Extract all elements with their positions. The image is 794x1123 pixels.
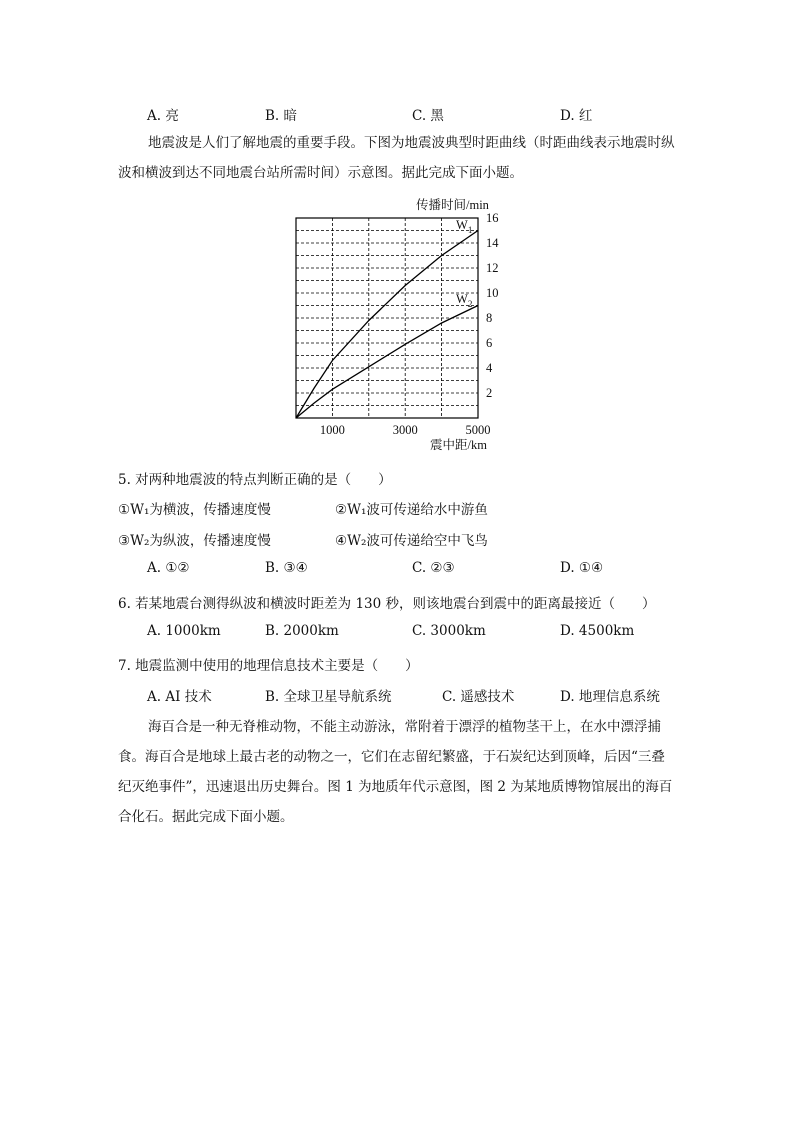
q5-option-c: C. ②③	[412, 560, 455, 576]
q7-stem: 7. 地震监测中使用的地理信息技术主要是（ ）	[118, 658, 419, 674]
x-tick-label: 1000	[319, 423, 345, 437]
y-tick-label: 6	[486, 336, 493, 350]
intro-paragraph-crinoid: 海百合是一种无脊椎动物，不能主动游泳，常附着于漂浮的植物茎干上，在水中漂浮捕食。海百合是地球上最古老的动物之一，它们在志留纪繁盛，于石炭纪达到顶峰，后因“三叠纪灭绝事件”，迅速退出历史舞台。图 1 为地质年代示意图，图 2 为某地质博物馆展出的海百合化石。据此完成下面小题。	[118, 719, 673, 825]
q6-option-b: B. 2000km	[265, 623, 339, 639]
y-tick-label: 14	[486, 236, 499, 250]
x-tick-label: 3000	[392, 423, 418, 437]
q5-stem: 5. 对两种地震波的特点判断正确的是（ ）	[118, 472, 392, 488]
x-tick-labels	[320, 423, 491, 437]
y-tick-label: 12	[486, 261, 499, 275]
series-label-w2: $W_2$	[456, 291, 473, 309]
q4-option-b: B. 暗	[265, 108, 298, 124]
q4-option-a: A. 亮	[147, 108, 179, 124]
q7-option-a: A. AI 技术	[147, 689, 212, 705]
y-tick-label: 4	[486, 361, 493, 375]
y-tick-label: 16	[486, 211, 499, 225]
q5-statement-3: ③W₂为纵波，传播速度慢	[118, 533, 271, 549]
q4-option-d: D. 红	[560, 108, 593, 124]
travel-time-chart	[290, 196, 520, 458]
y-tick-label: 10	[486, 286, 499, 300]
x-axis-label: 震中距/km	[430, 438, 487, 452]
y-tick-labels	[486, 211, 499, 400]
q6-option-a: A. 1000km	[147, 623, 221, 639]
q7-option-c: C. 遥感技术	[442, 689, 515, 705]
q5-statement-1: ①W₁为横波，传播速度慢	[118, 502, 271, 518]
series-label-w1: $W_1$	[456, 218, 473, 235]
y-tick-label: 8	[486, 311, 493, 325]
q6-option-d: D. 4500km	[560, 623, 635, 639]
q5-statement-4: ④W₂波可传递给空中飞鸟	[335, 533, 488, 549]
q5-statement-2: ②W₁波可传递给水中游鱼	[335, 502, 488, 518]
intro-paragraph-earthquake: 地震波是人们了解地震的重要手段。下图为地震波典型时距曲线（时距曲线表示地震时纵波和横波到达不同地震台站所需时间）示意图。据此完成下面小题。	[118, 135, 675, 181]
series-line-w1	[296, 231, 478, 419]
chart-curves	[296, 231, 478, 419]
q7-option-d: D. 地理信息系统	[560, 689, 660, 705]
q5-option-d: D. ①④	[560, 560, 604, 576]
q7-option-b: B. 全球卫星导航系统	[265, 689, 392, 705]
series-labels	[456, 218, 472, 309]
q5-option-b: B. ③④	[265, 560, 308, 576]
series-line-w2	[296, 306, 478, 419]
q5-option-a: A. ①②	[147, 560, 190, 576]
y-tick-label: 2	[486, 386, 493, 400]
q4-option-c: C. 黑	[412, 108, 444, 124]
x-tick-label: 5000	[465, 423, 491, 437]
q6-option-c: C. 3000km	[412, 623, 486, 639]
y-axis-label: 传播时间/min	[416, 198, 489, 212]
q6-stem: 6. 若某地震台测得纵波和横波时距差为 130 秒，则该地震台到震中的距离最接近（ ）	[118, 596, 656, 612]
